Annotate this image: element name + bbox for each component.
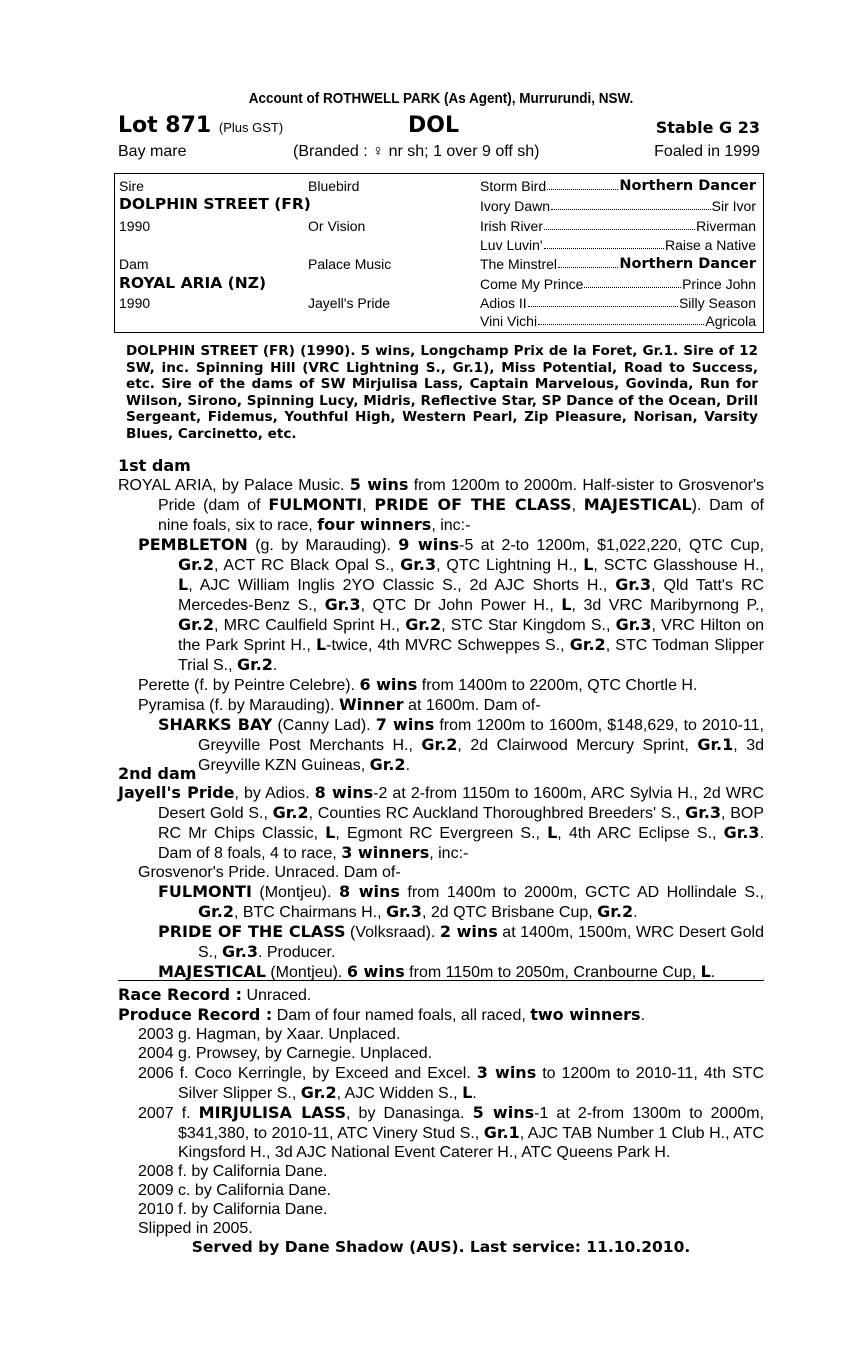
gg-row: Luv Luvin' Raise a Native	[480, 237, 756, 253]
second-dam-heading: 2nd dam	[118, 764, 197, 783]
second-dam-section	[118, 764, 764, 982]
produce-item: 2008 f. by California Dane.	[138, 1163, 328, 1180]
section-divider	[118, 980, 764, 981]
gg-row: Ivory Dawn Sir Ivor	[480, 198, 756, 214]
sire-sire: Bluebird	[308, 178, 360, 194]
dam-name: ROYAL ARIA (NZ)	[119, 274, 267, 292]
second-dam-text: Jayell's Pride, by Adios. 8 wins-2 at 2-from 1150m to 1600m, ARC Sylvia H., 2d WRC Desert Gold S., Gr.2, Counties RC Auckland Thoroughbred Breeders' S., Gr.3, BOP RC Mr Chips Classic, L, Egmont RC Evergreen S., L, 4th ARC Eclipse S., Gr.3. Dam of 8 foals, 4 to race, 3 winners, inc:-	[118, 783, 765, 862]
brand: (Branded : ♀ nr sh; 1 over 9 off sh)	[293, 143, 540, 160]
produce-item-2007: 2007 f. MIRJULISA LASS, by Danasinga. 5 wins-1 at 2-from 1300m to 2000m, $341,380, to 2010-11, ATC Vinery Stud S., Gr.1, AJC TAB Number 1 Club H., ATC Kingsford H., 3d AJC National Event Caterer H., ATC Queens Park H.	[138, 1103, 765, 1161]
progeny-grosvenors-pride: Grosvenor's Pride. Unraced. Dam of-	[138, 864, 401, 881]
progeny-fulmonti: FULMONTI (Montjeu). 8 wins from 1400m to 2000m, GCTC AD Hollindale S., Gr.2, BTC Chairmans H., Gr.3, 2d QTC Brisbane Cup, Gr.2.	[158, 882, 764, 921]
gg-row: The Minstrel Northern Dancer	[480, 256, 756, 272]
sire-year: 1990	[119, 218, 151, 234]
dam-sire: Palace Music	[308, 256, 392, 272]
horse-name: DOL	[408, 113, 459, 138]
service-note: Served by Dane Shadow (AUS). Last service: 11.10.2010.	[191, 1238, 691, 1256]
sire-name: DOLPHIN STREET (FR)	[119, 195, 311, 213]
gg-row: Vini Vichi Agricola	[480, 313, 756, 329]
sire-label: Sire	[119, 178, 144, 194]
lot-note: (Plus GST)	[218, 120, 284, 135]
lot-number: Lot 871 (Plus GST)	[118, 113, 284, 138]
progeny-perette: Perette (f. by Peintre Celebre). 6 wins from 1400m to 2200m, QTC Chortle H.	[138, 675, 698, 694]
produce-item: 2004 g. Prowsey, by Carnegie. Unplaced.	[138, 1045, 433, 1062]
vendor-account: Account of ROTHWELL PARK (As Agent), Murrurundi, NSW.	[248, 90, 634, 107]
dam-label: Dam	[119, 256, 149, 272]
first-dam-section	[118, 456, 764, 775]
produce-record: Produce Record : Dam of four named foals, all raced, two winners.	[118, 1005, 646, 1024]
gg-row: Come My Prince Prince John	[480, 276, 756, 292]
progeny-pembleton: PEMBLETON (g. by Marauding). 9 wins-5 at 2-to 1200m, $1,022,220, QTC Cup, Gr.2, ACT RC Black Opal S., Gr.3, QTC Lightning H., L, SCTC Glasshouse H., L, AJC William Inglis 2YO Classic S., 2d AJC Shorts H., Gr.3, Qld Tatt's RC Mercedes-Benz S., Gr.3, QTC Dr John Power H., L, 3d VRC Maribyrnong P., Gr.2, MRC Caulfield Sprint H., Gr.2, STC Star Kingdom S., Gr.3, VRC Hilton on the Park Sprint H., L-twice, 4th MVRC Schweppes S., Gr.2, STC Todman Slipper Trial S., Gr.2.	[138, 535, 765, 674]
progeny-pride-of-the-class: PRIDE OF THE CLASS (Volksraad). 2 wins at 1400m, 1500m, WRC Desert Gold S., Gr.3. Producer.	[158, 922, 764, 961]
pedigree-table	[114, 173, 764, 333]
produce-item: 2010 f. by California Dane.	[138, 1201, 328, 1218]
produce-item: 2003 g. Hagman, by Xaar. Unplaced.	[138, 1026, 401, 1043]
first-dam-heading: 1st dam	[118, 456, 191, 475]
dam-dam: Jayell's Pride	[308, 295, 391, 311]
stable-number: Stable G 23	[655, 118, 760, 137]
race-record: Race Record : Unraced.	[118, 985, 312, 1004]
foaled-year: Foaled in 1999	[654, 143, 760, 160]
progeny-pyramisa: Pyramisa (f. by Marauding). Winner at 1600m. Dam of-	[138, 695, 541, 714]
lot-row	[118, 113, 764, 141]
gg-row: Adios II Silly Season	[480, 295, 756, 311]
gg-row: Irish River Riverman	[480, 218, 756, 234]
dam-year: 1990	[119, 295, 151, 311]
progeny-majestical: MAJESTICAL (Montjeu). 6 wins from 1150m to 2050m, Cranbourne Cup, L.	[158, 962, 716, 981]
sex-colour: Bay mare	[118, 143, 187, 160]
sire-dam: Or Vision	[308, 218, 366, 234]
first-dam-text: ROYAL ARIA, by Palace Music. 5 wins from 1200m to 2000m. Half-sister to Grosvenor's Pride (dam of FULMONTI, PRIDE OF THE CLASS, MAJESTICAL). Dam of nine foals, six to race, four winners, inc:-	[118, 475, 765, 534]
records-section	[118, 985, 764, 1238]
gg-row: Storm Bird Northern Dancer	[480, 178, 756, 194]
produce-item: 2009 c. by California Dane.	[138, 1182, 331, 1199]
sire-summary: DOLPHIN STREET (FR) (1990). 5 wins, Longchamp Prix de la Foret, Gr.1. Sire of 12 SW, inc. Spinning Hill (VRC Lightning S., Gr.1), Miss Potential, Road to Success, etc. Sire of the dams of SW Mirjulisa Lass, Captain Marvelous, Govinda, Run for Wilson, Sirono, Spinning Lucy, Midris, Reflective Star, SP Dance of the Ocean, Drill Sergeant, Fidemus, Youthful High, Western Pearl, Zip Pleasure, Norisan, Varsity Blues, Carcinetto, etc.	[126, 343, 758, 442]
progeny-sharks-bay: SHARKS BAY (Canny Lad). 7 wins from 1200m to 1600m, $148,629, to 2010-11, Greyville Post Merchants H., Gr.2, 2d Clairwood Mercury Sprint, Gr.1, 3d Greyville KZN Guineas, Gr.2.	[158, 715, 765, 774]
produce-item: Slipped in 2005.	[138, 1220, 253, 1237]
produce-item-2006: 2006 f. Coco Kerringle, by Exceed and Excel. 3 wins to 1200m to 2010-11, 4th STC Silver Slipper S., Gr.2, AJC Widden S., L.	[138, 1063, 764, 1102]
